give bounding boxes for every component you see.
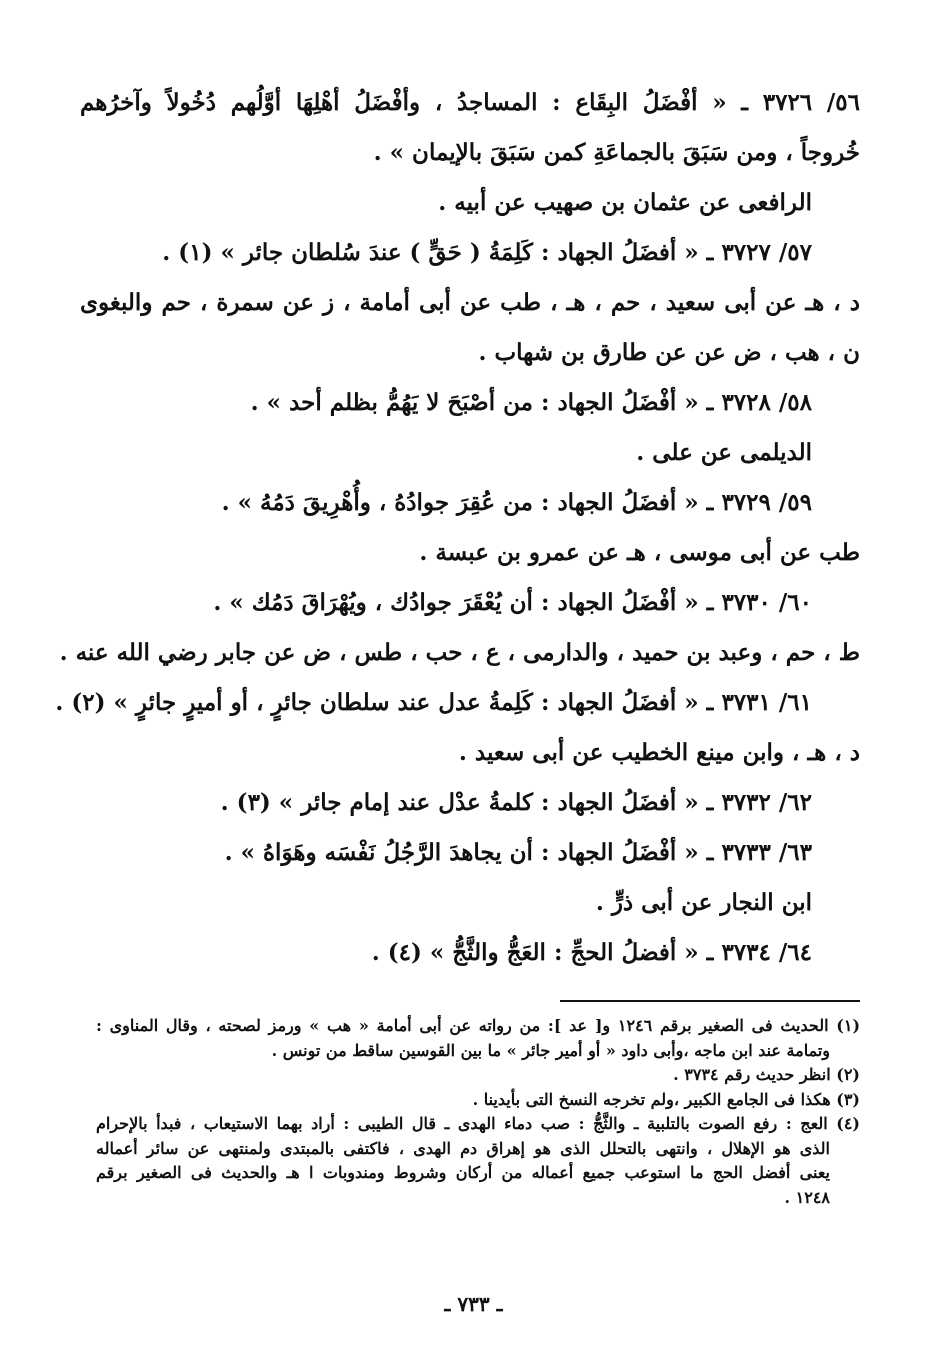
hadith-59-source: طب عن أبى موسى ، هـ عن عمرو بن عبسة . xyxy=(419,539,860,566)
hadith-61-source: د ، هـ ، وابن مينع الخطيب عن أبى سعيد . xyxy=(458,739,860,766)
hadith-63-source: ابن النجار عن أبى ذرٍّ . xyxy=(595,889,812,916)
hadith-59: ٥٩/ ٣٧٢٩ ـ « أفضَلُ الجهاد : من عُقِرَ جوادُهُ ، وأُهْرِيقَ دَمُهُ » . xyxy=(221,489,812,516)
page-number: ـ ٧٣٣ ـ xyxy=(444,1292,503,1316)
hadith-56-line-1: ٥٦/ ٣٧٢٦ ـ « أفْضَلُ البِقَاع : المساجدُ ، وأفْضَلُ أهْلِهَا أوَّلُهم دُخُولاً وآخرُهم xyxy=(80,89,860,116)
hadith-56-source: الرافعى عن عثمان بن صهيب عن أبيه . xyxy=(438,189,812,216)
main-text xyxy=(55,78,860,978)
footnote-2: (٢) انظر حديث رقم ٣٧٣٤ . xyxy=(673,1065,860,1084)
hadith-58-source: الديلمى عن على . xyxy=(636,439,812,466)
hadith-64: ٦٤/ ٣٧٣٤ ـ « أفضلُ الحجِّ : العَجُّ والثَّجُّ » (٤) . xyxy=(371,939,812,966)
footnote-1-line-1: (١) الحديث فى الصغير برقم ١٢٤٦ و[ عد ]: من رواته عن أبى أمامة « هب » ورمز لصحته ، وقال المناوى : xyxy=(96,1016,861,1035)
hadith-60: ٦٠/ ٣٧٣٠ ـ « أفْضَلُ الجهاد : أن يُعْقَرَ جوادُك ، ويُهْرَاقَ دَمُك » . xyxy=(213,589,812,616)
hadith-57-source-line-1: د ، هـ عن أبى سعيد ، حم ، هـ ، طب عن أبى أمامة ، ز عن سمرة ، حم والبغوى xyxy=(80,289,860,316)
hadith-57: ٥٧/ ٣٧٢٧ ـ « أفضَلُ الجهاد : كَلِمَةُ ( حَقٍّ ) عندَ سُلطان جائر » (١) . xyxy=(162,239,812,266)
hadith-58: ٥٨/ ٣٧٢٨ ـ « أفْضَلُ الجهاد : من أصْبَحَ لا يَهُمُّ بظلم أحد » . xyxy=(250,389,812,416)
hadith-56-line-2: خُروجاً ، ومن سَبَقَ بالجماعَةِ كمن سَبَقَ بالإيمان » . xyxy=(373,139,860,166)
footnote-divider xyxy=(560,1000,860,1002)
hadith-57-source-line-2: ن ، هب ، ض عن عن طارق بن شهاب . xyxy=(478,339,860,366)
footnotes xyxy=(96,1000,860,1210)
hadith-60-source: ط ، حم ، وعبد بن حميد ، والدارمى ، ع ، حب ، طس ، ض عن جابر رضي الله عنه . xyxy=(59,639,860,666)
hadith-61: ٦١/ ٣٧٣١ ـ « أفضَلُ الجهاد : كَلِمةُ عدل عند سلطان جائرٍ ، أو أميرٍ جائرٍ » (٢) . xyxy=(55,689,812,716)
footnote-1-line-2: وتمامة عند ابن ماجه ،وأبى داود « أو أمير جائر » ما بين القوسين ساقط من تونس . xyxy=(271,1040,830,1060)
footnote-3: (٣) هكذا فى الجامع الكبير ،ولم تخرجه النسخ التى بأيدينا . xyxy=(472,1089,860,1109)
footnote-4-line-1: (٤) العج : رفع الصوت بالتلبية ـ والثَّجُّ : صب دماء الهدى ـ قال الطيبى : أراد بهما الاستيعاب ، فبدأ بالإحرام xyxy=(96,1114,860,1133)
hadith-63: ٦٣/ ٣٧٣٣ ـ « أفْضَلُ الجهاد : أن يجاهدَ الرَّجُلُ نَفْسَه وهَوَاهُ » . xyxy=(224,839,812,866)
footnote-4-line-3: يعنى أفضل الحج ما استوعب جميع أعماله من أركان وشروط ومندوبات ا هـ والحديث فى الصغير برقم xyxy=(96,1163,830,1182)
footnote-4-line-2: الذى هو الإهلال ، وانتهى بالتحلل الذى هو إهراق دم الهدى ، فاكتفى بالمبتدى ولمنتهى عن سائر أعماله xyxy=(96,1138,830,1158)
footnote-4-line-4: ١٢٤٨ . xyxy=(784,1187,830,1207)
hadith-62: ٦٢/ ٣٧٣٢ ـ « أفضَلُ الجهاد : كلمةُ عدْل عند إمام جائر » (٣) . xyxy=(220,789,812,816)
